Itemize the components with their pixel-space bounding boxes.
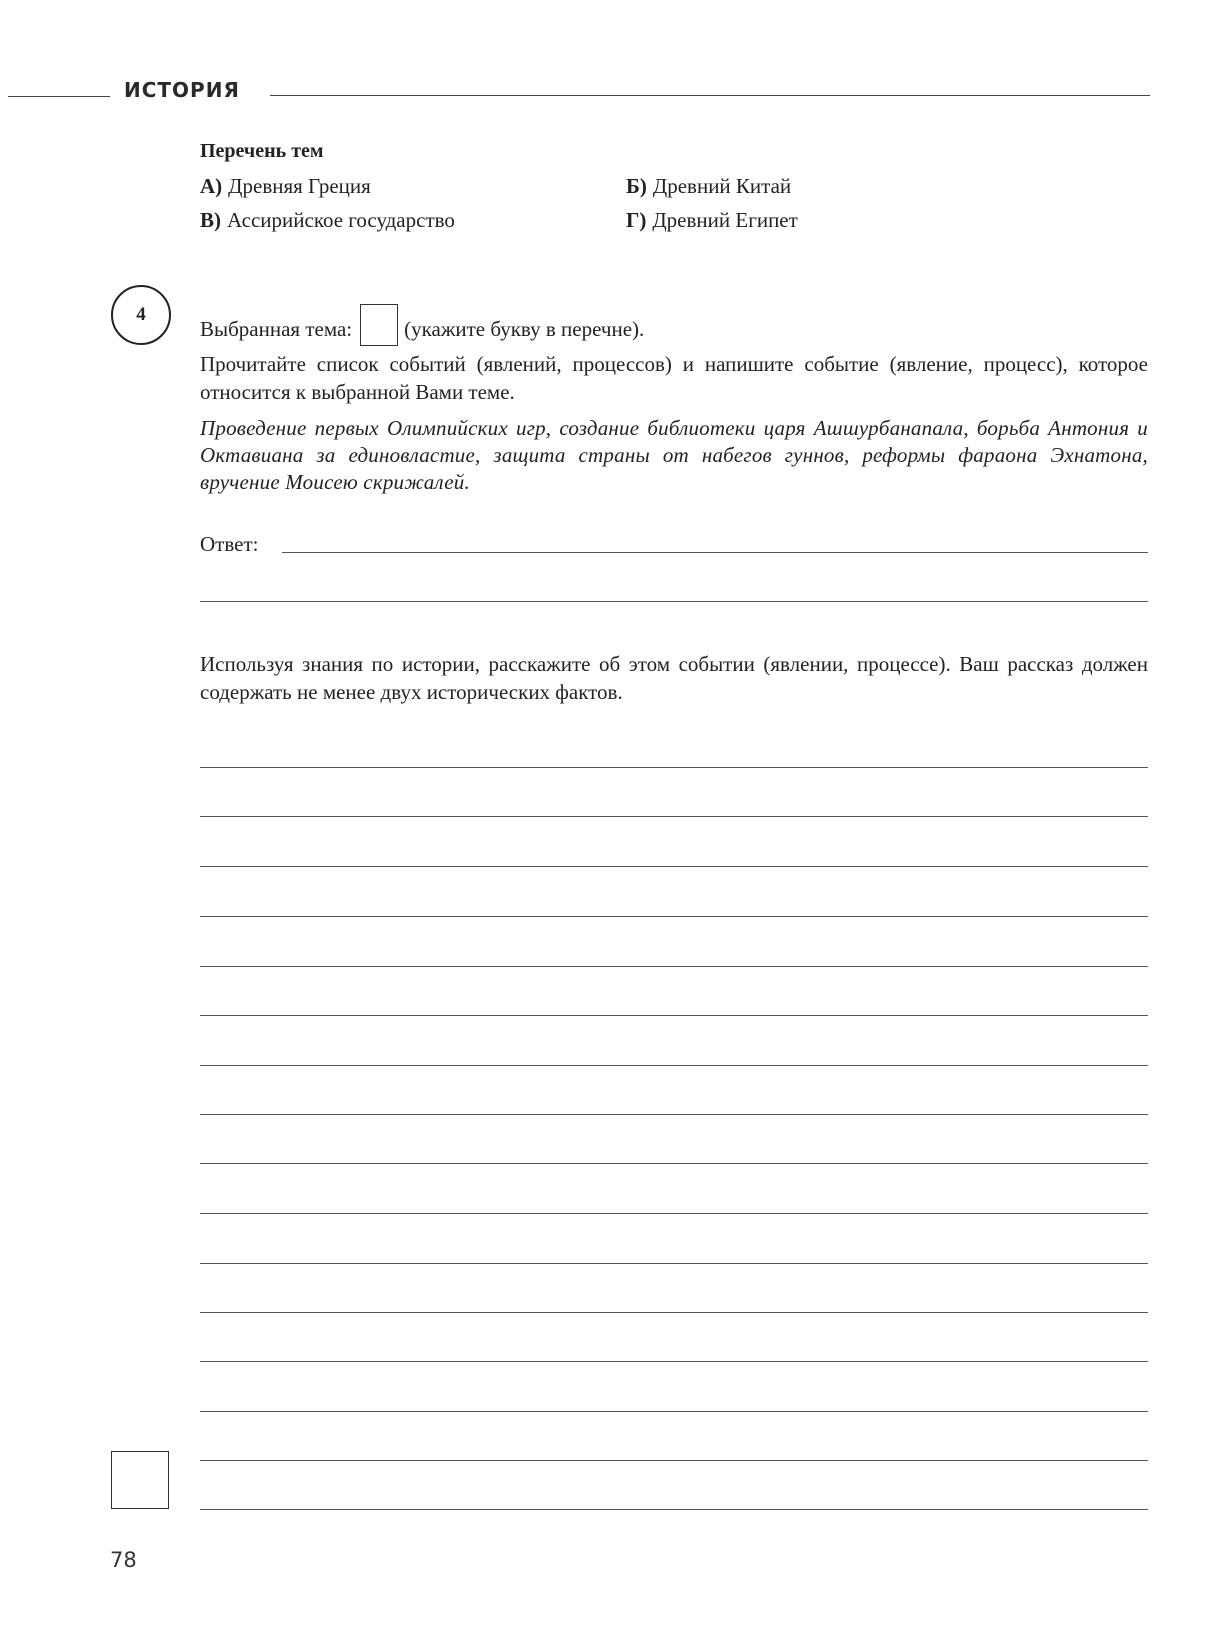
writing-line[interactable] [200, 1312, 1148, 1313]
writing-line[interactable] [200, 966, 1148, 967]
story-instruction: Используя знания по истории, расскажите об этом событии (явлении, процессе). Ваш рассказ должен содержать не менее двух исторических фактов. [200, 652, 1148, 704]
score-box[interactable] [111, 1451, 169, 1509]
topic-letter: А) [200, 174, 223, 198]
writing-line[interactable] [200, 866, 1148, 867]
answer-line[interactable] [200, 601, 1148, 602]
answer-label: Ответ: [200, 532, 259, 556]
chosen-topic-box[interactable] [360, 304, 398, 346]
page-number: 78 [110, 1548, 137, 1572]
topic-text: Древняя Греция [228, 174, 371, 198]
topics-title: Перечень тем [200, 140, 324, 162]
topic-text: Ассирийское государство [227, 208, 455, 232]
header-rule-right [270, 95, 1150, 96]
topic-text: Древний Китай [652, 174, 792, 198]
writing-line[interactable] [200, 1361, 1148, 1362]
writing-line[interactable] [200, 816, 1148, 817]
writing-line[interactable] [200, 1509, 1148, 1510]
writing-line[interactable] [200, 1015, 1148, 1016]
topic-item-v [200, 208, 455, 233]
topic-letter: Г) [626, 208, 647, 232]
task-instruction: Прочитайте список событий (явлений, процессов) и напишите событие (явление, процесс), которое относится к выбранной Вами теме. [200, 352, 1148, 404]
writing-line[interactable] [200, 1263, 1148, 1264]
writing-line[interactable] [200, 1065, 1148, 1066]
chosen-topic-row [200, 300, 644, 342]
writing-line[interactable] [200, 1114, 1148, 1115]
section-title: ИСТОРИЯ [124, 78, 240, 102]
writing-line[interactable] [200, 1213, 1148, 1214]
topic-text: Древний Египет [652, 208, 798, 232]
chosen-topic-label: Выбранная тема: [200, 317, 353, 341]
writing-line[interactable] [200, 916, 1148, 917]
topic-letter: В) [200, 208, 221, 232]
topic-item-g [626, 208, 798, 233]
header-rule-left [8, 96, 110, 97]
topic-item-a [200, 174, 371, 199]
task-number: 4 [136, 304, 146, 325]
writing-line[interactable] [200, 1460, 1148, 1461]
topic-item-b [626, 174, 791, 199]
topic-letter: Б) [626, 174, 647, 198]
chosen-topic-hint: (укажите букву в перечне). [404, 317, 645, 341]
writing-line[interactable] [200, 767, 1148, 768]
events-list: Проведение первых Олимпийских игр, создание библиотеки царя Ашшурбанапала, борьба Антония и Октавиана за единовластие, защита страны от набегов гуннов, реформы фараона Эхнатона, вручение Моисею скрижалей. [200, 416, 1148, 494]
writing-line[interactable] [200, 1163, 1148, 1164]
task-number-badge [111, 285, 171, 345]
answer-line[interactable] [282, 552, 1148, 553]
writing-line[interactable] [200, 1411, 1148, 1412]
